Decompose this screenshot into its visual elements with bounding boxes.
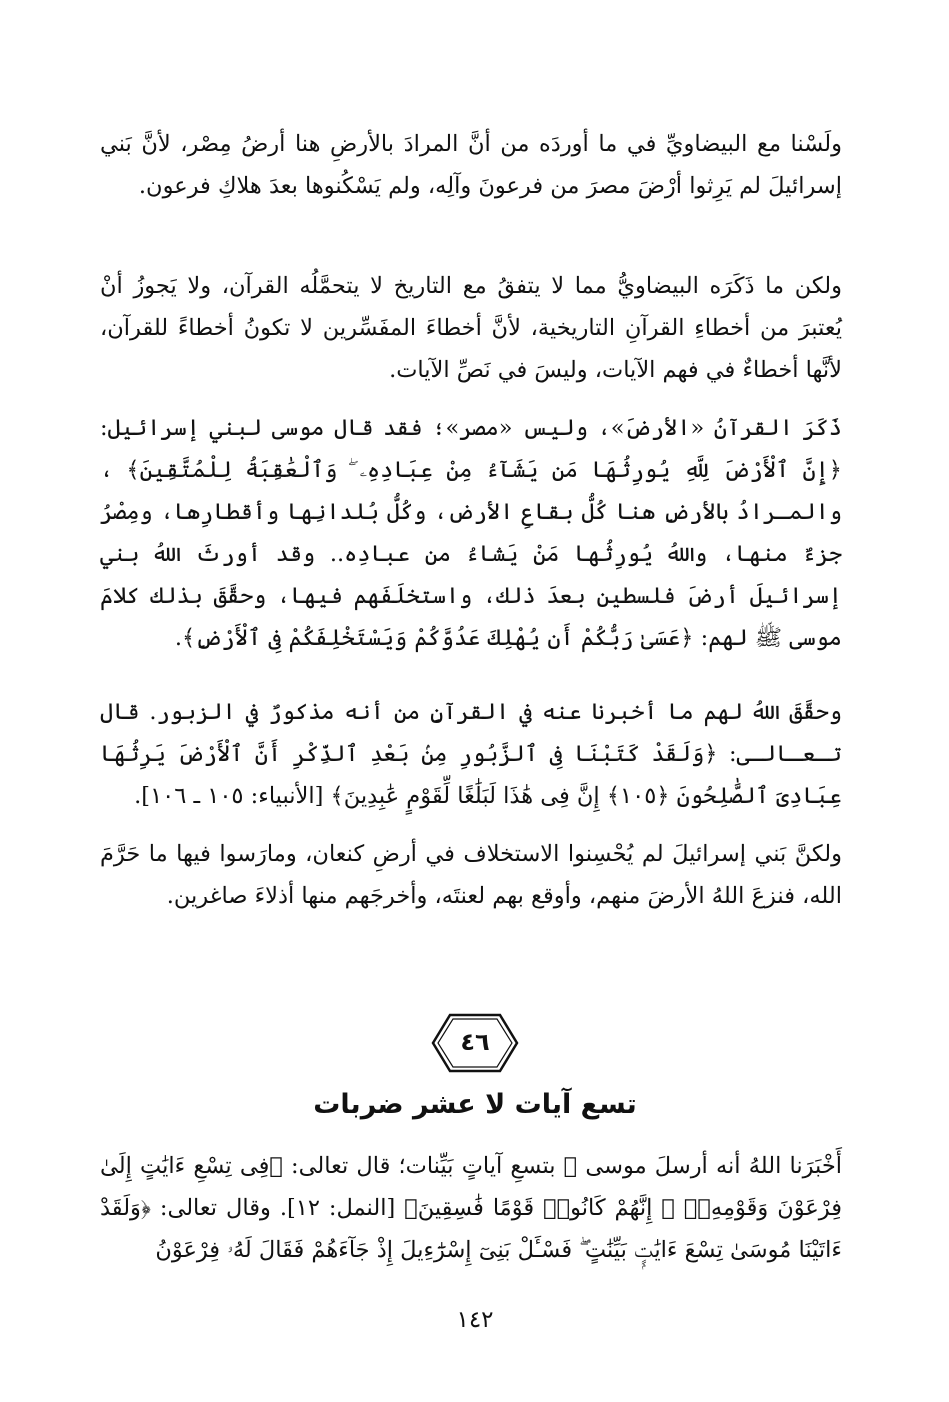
paragraph-baydawi-egypt: ولَسْنا مع البيضاويِّ في ما أوردَه من أنَّ المرادَ بالأرضِ هنا أرضُ مِصْر، لأنَّ بَني إسرائيلَ لم يَرِثوا أرْضَ مصرَ من فرعونَ وآلِه، ولم يَسْكُنوها بعدَ هلاكِ فرعون. xyxy=(100,131,842,199)
page-number: ١٤٢ xyxy=(456,1307,494,1333)
paragraph-zabur-promise: وحقَّقَ اللهُ لهم ما أخبرنا عنه في القرآنِ من أنه مذكورٌ في الزبور. قال تـعـالـى: ﴿وَلَقَدْ كَتَبْنَا فِى ٱلزَّبُورِ مِنۢ بَعْدِ ٱلذِّكْرِ أَنَّ ٱلْأَرْضَ يَرِثُهَا عِبَادِىَ ٱلصَّٰلِحُونَ ﴿١٠٥﴾ إِنَّ فِى هَٰذَا لَبَلَٰغًا لِّقَوْمٍ عَٰبِدِينَ﴾ [الأنبياء: ١٠٥ ـ ١٠٦]. xyxy=(100,699,842,809)
section-title: تسع آيات لا عشر ضربات xyxy=(313,1089,637,1120)
section-number: ٤٦ xyxy=(460,1028,490,1056)
paragraph-kanaan-expulsion: ولكنَّ بَني إسرائيلَ لم يُحْسِنوا الاستخلاف في أرضِ كنعان، ومارَسوا فيها ما حَرَّمَ الله، فنزعَ اللهُ الأرضَ منهم، وأوقع بهم لعنتَه، وأخرجَهم منها أذلاءَ صاغرين. xyxy=(100,841,842,909)
section-number-ornament xyxy=(430,1012,520,1074)
paragraph-nine-signs: أَخْبَرَنا اللهُ أنه أرسلَ موسى ﷺ بتسعِ آياتٍ بَيِّنات؛ قال تعالى: ﴿فِى تِسْعِ ءَايَٰتٍ إِلَىٰ فِرْعَوْنَ وَقَوْمِهِۦٓ ۚ إِنَّهُمْ كَانُوا۟ قَوْمًا فَٰسِقِينَ﴾ [النمل: ١٢]. وقال تعالى: ﴿وَلَقَدْ ءَاتَيْنَا مُوسَىٰ تِسْعَ ءَايَٰتٍۭ بَيِّنَٰتٍ ۖ فَسْـَٔلْ بَنِىٓ إِسْرَٰٓءِيلَ إِذْ جَآءَهُمْ فَقَالَ لَهُۥ فِرْعَوْنُ xyxy=(100,1153,842,1263)
paragraph-land-inheritance: ذَكَرَ القرآنُ «الأرضَ»، وليس «مصر»؛ فقد قال موسى لبني إسرائيل: ﴿إِنَّ ٱلْأَرْضَ لِلَّهِ يُورِثُهَا مَن يَشَآءُ مِنْ عِبَادِهِۦ ۖ وَٱلْعَٰقِبَةُ لِلْمُتَّقِينَ﴾ ، والمـرادُ بالأرضِ هنا كُلُّ بقاعِ الأرض، وكُلُّ بُلدانِها وأقطارِها، ومِصْرُ جزءٌ منها، واللهُ يُورِثُها مَنْ يَشاءُ من عبادِه.. وقد أورثَ اللهُ بني إسرائيلَ أرضَ فلسطين بعدَ ذلك، واستخلَفَهم فيها، وحقَّقَ بذلك كلامَ موسى ﷺ لهم: ﴿عَسَىٰ رَبُّكُمْ أَن يُهْلِكَ عَدُوَّكُمْ وَيَسْتَخْلِفَكُمْ فِى ٱلْأَرْضِ﴾. xyxy=(100,415,842,651)
paragraph-exegete-errors: ولكن ما ذَكَرَه البيضاويُّ مما لا يتفقُ مع التاريخ لا يتحمَّلُه القرآن، ولا يَجوزُ أنْ يُعتبرَ من أخطاءِ القرآنِ التاريخية، لأنَّ أخطاءَ المفَسِّرين لا تكونُ أخطاءً للقرآن، لأنَّها أخطاءٌ في فهم الآيات، وليسَ في نَصِّ الآيات. xyxy=(100,273,842,383)
